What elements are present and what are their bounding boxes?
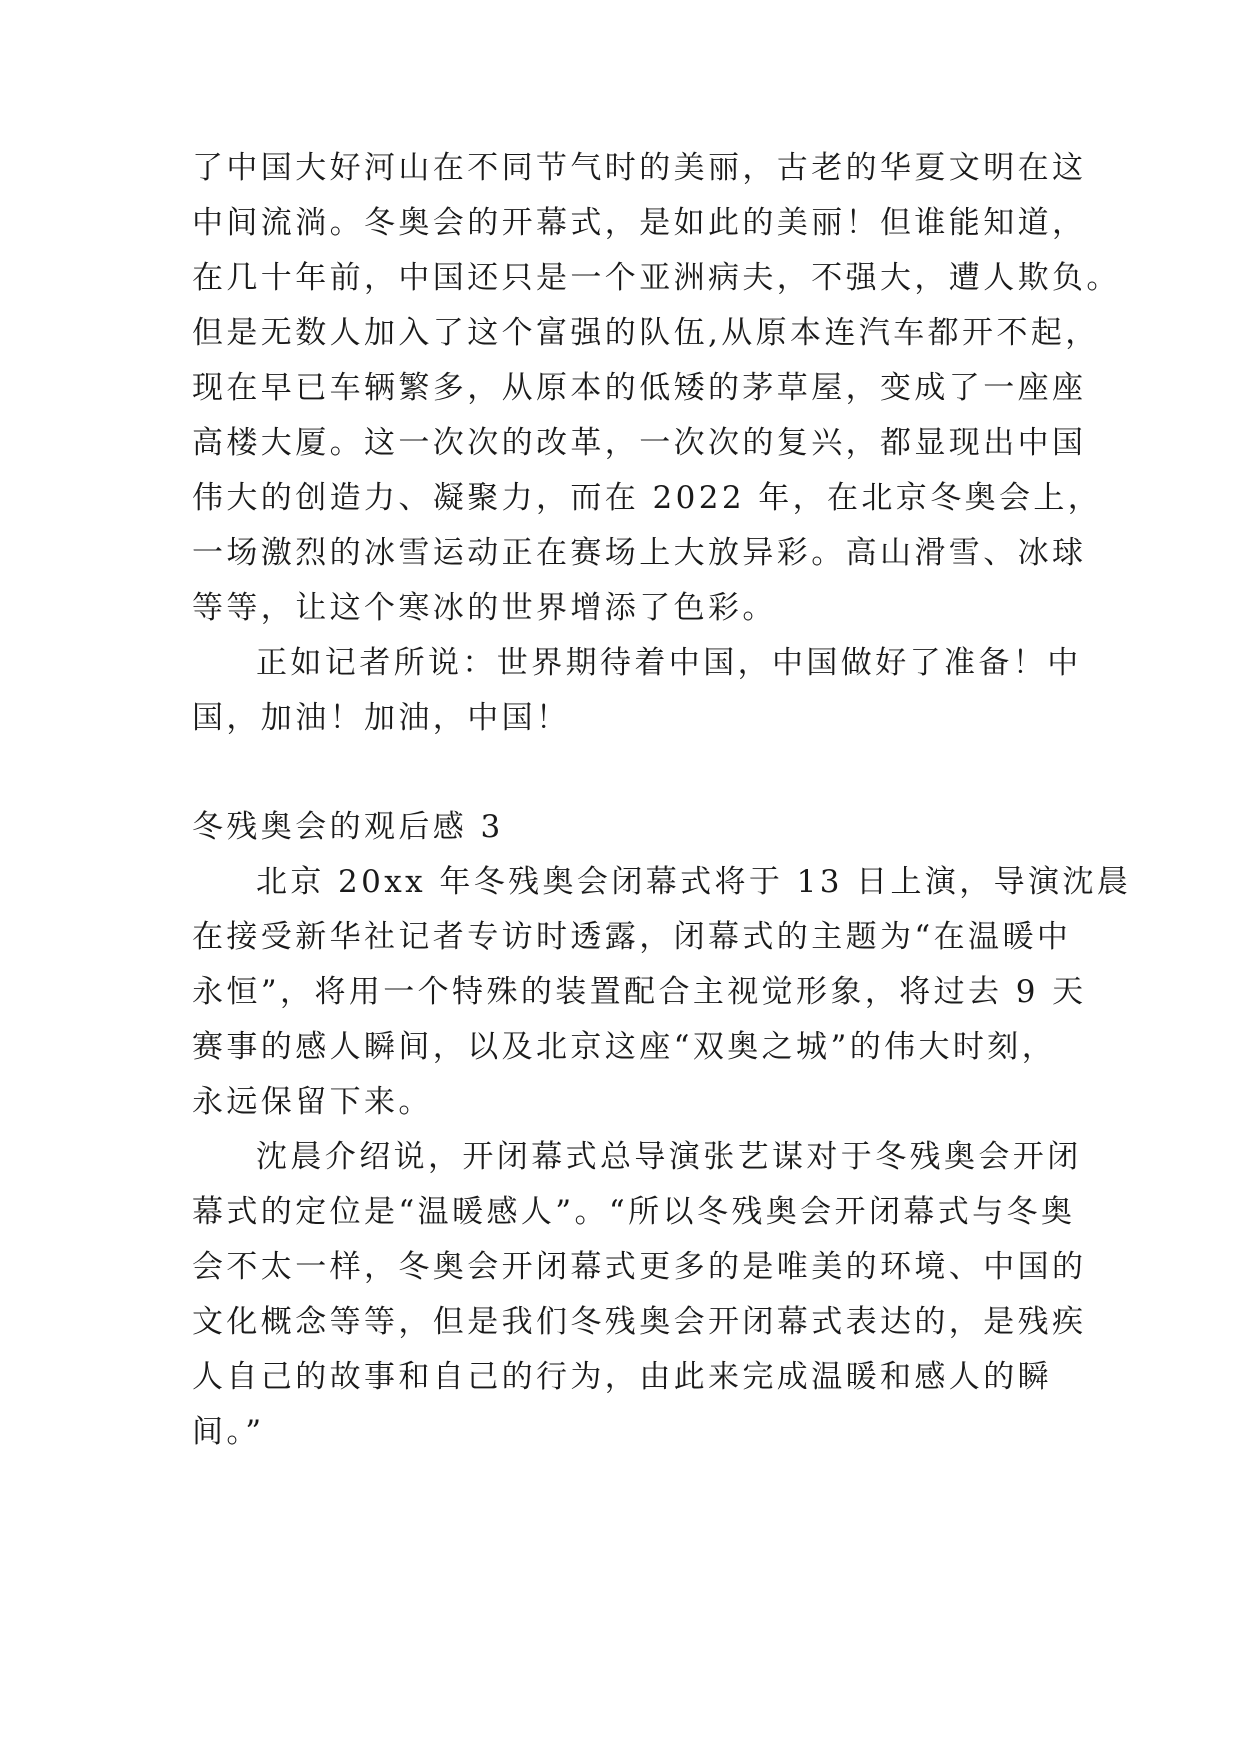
paragraph-line: 幕式的定位是“温暖感人”。“所以冬残奥会开闭幕式与冬奥: [192, 1194, 1076, 1230]
paragraph-line: 永远保留下来。: [192, 1084, 433, 1120]
paragraph-line: 在接受新华社记者专访时透露，闭幕式的主题为“在温暖中: [192, 919, 1072, 955]
paragraph-line: 正如记者所说：世界期待着中国，中国做好了准备！中: [256, 645, 1082, 681]
paragraph-line: 中间流淌。冬奥会的开幕式，是如此的美丽！但谁能知道，: [192, 205, 1087, 241]
paragraph-line: 一场激烈的冰雪运动正在赛场上大放异彩。高山滑雪、冰球: [192, 535, 1087, 571]
paragraph-line: 沈晨介绍说，开闭幕式总导演张艺谋对于冬残奥会开闭: [256, 1139, 1082, 1175]
paragraph-line: 伟大的创造力、凝聚力，而在 2022 年，在北京冬奥会上，: [192, 480, 1103, 516]
paragraph-line: 会不太一样，冬奥会开闭幕式更多的是唯美的环境、中国的: [192, 1249, 1087, 1285]
paragraph-line: 国，加油！加油，中国！: [192, 700, 571, 736]
paragraph-line: 现在早已车辆繁多，从原本的低矮的茅草屋，变成了一座座: [192, 370, 1087, 406]
paragraph-line: 间。”: [192, 1414, 265, 1450]
paragraph-line: 人自己的故事和自己的行为，由此来完成温暖和感人的瞬: [192, 1359, 1052, 1395]
paragraph-line: 北京 20xx 年冬残奥会闭幕式将于 13 日上演，导演沈晨: [256, 864, 1132, 900]
paragraph-line: 等等，让这个寒冰的世界增添了色彩。: [192, 590, 777, 626]
paragraph-line: 高楼大厦。这一次次的改革，一次次的复兴，都显现出中国: [192, 425, 1087, 461]
paragraph-line: 了中国大好河山在不同节气时的美丽，古老的华夏文明在这: [192, 150, 1087, 186]
paragraph-line: 赛事的感人瞬间，以及北京这座“双奥之城”的伟大时刻，: [192, 1029, 1057, 1065]
paragraph-line: 在几十年前，中国还只是一个亚洲病夫，不强大，遭人欺负。: [192, 260, 1121, 296]
section-heading: 冬残奥会的观后感 3: [192, 809, 504, 845]
paragraph-line: 但是无数人加入了这个富强的队伍,从原本连汽车都开不起，: [192, 315, 1100, 351]
paragraph-line: 文化概念等等，但是我们冬残奥会开闭幕式表达的，是残疾: [192, 1304, 1087, 1340]
paragraph-line: 永恒”，将用一个特殊的装置配合主视觉形象，将过去 9 天: [192, 974, 1087, 1010]
